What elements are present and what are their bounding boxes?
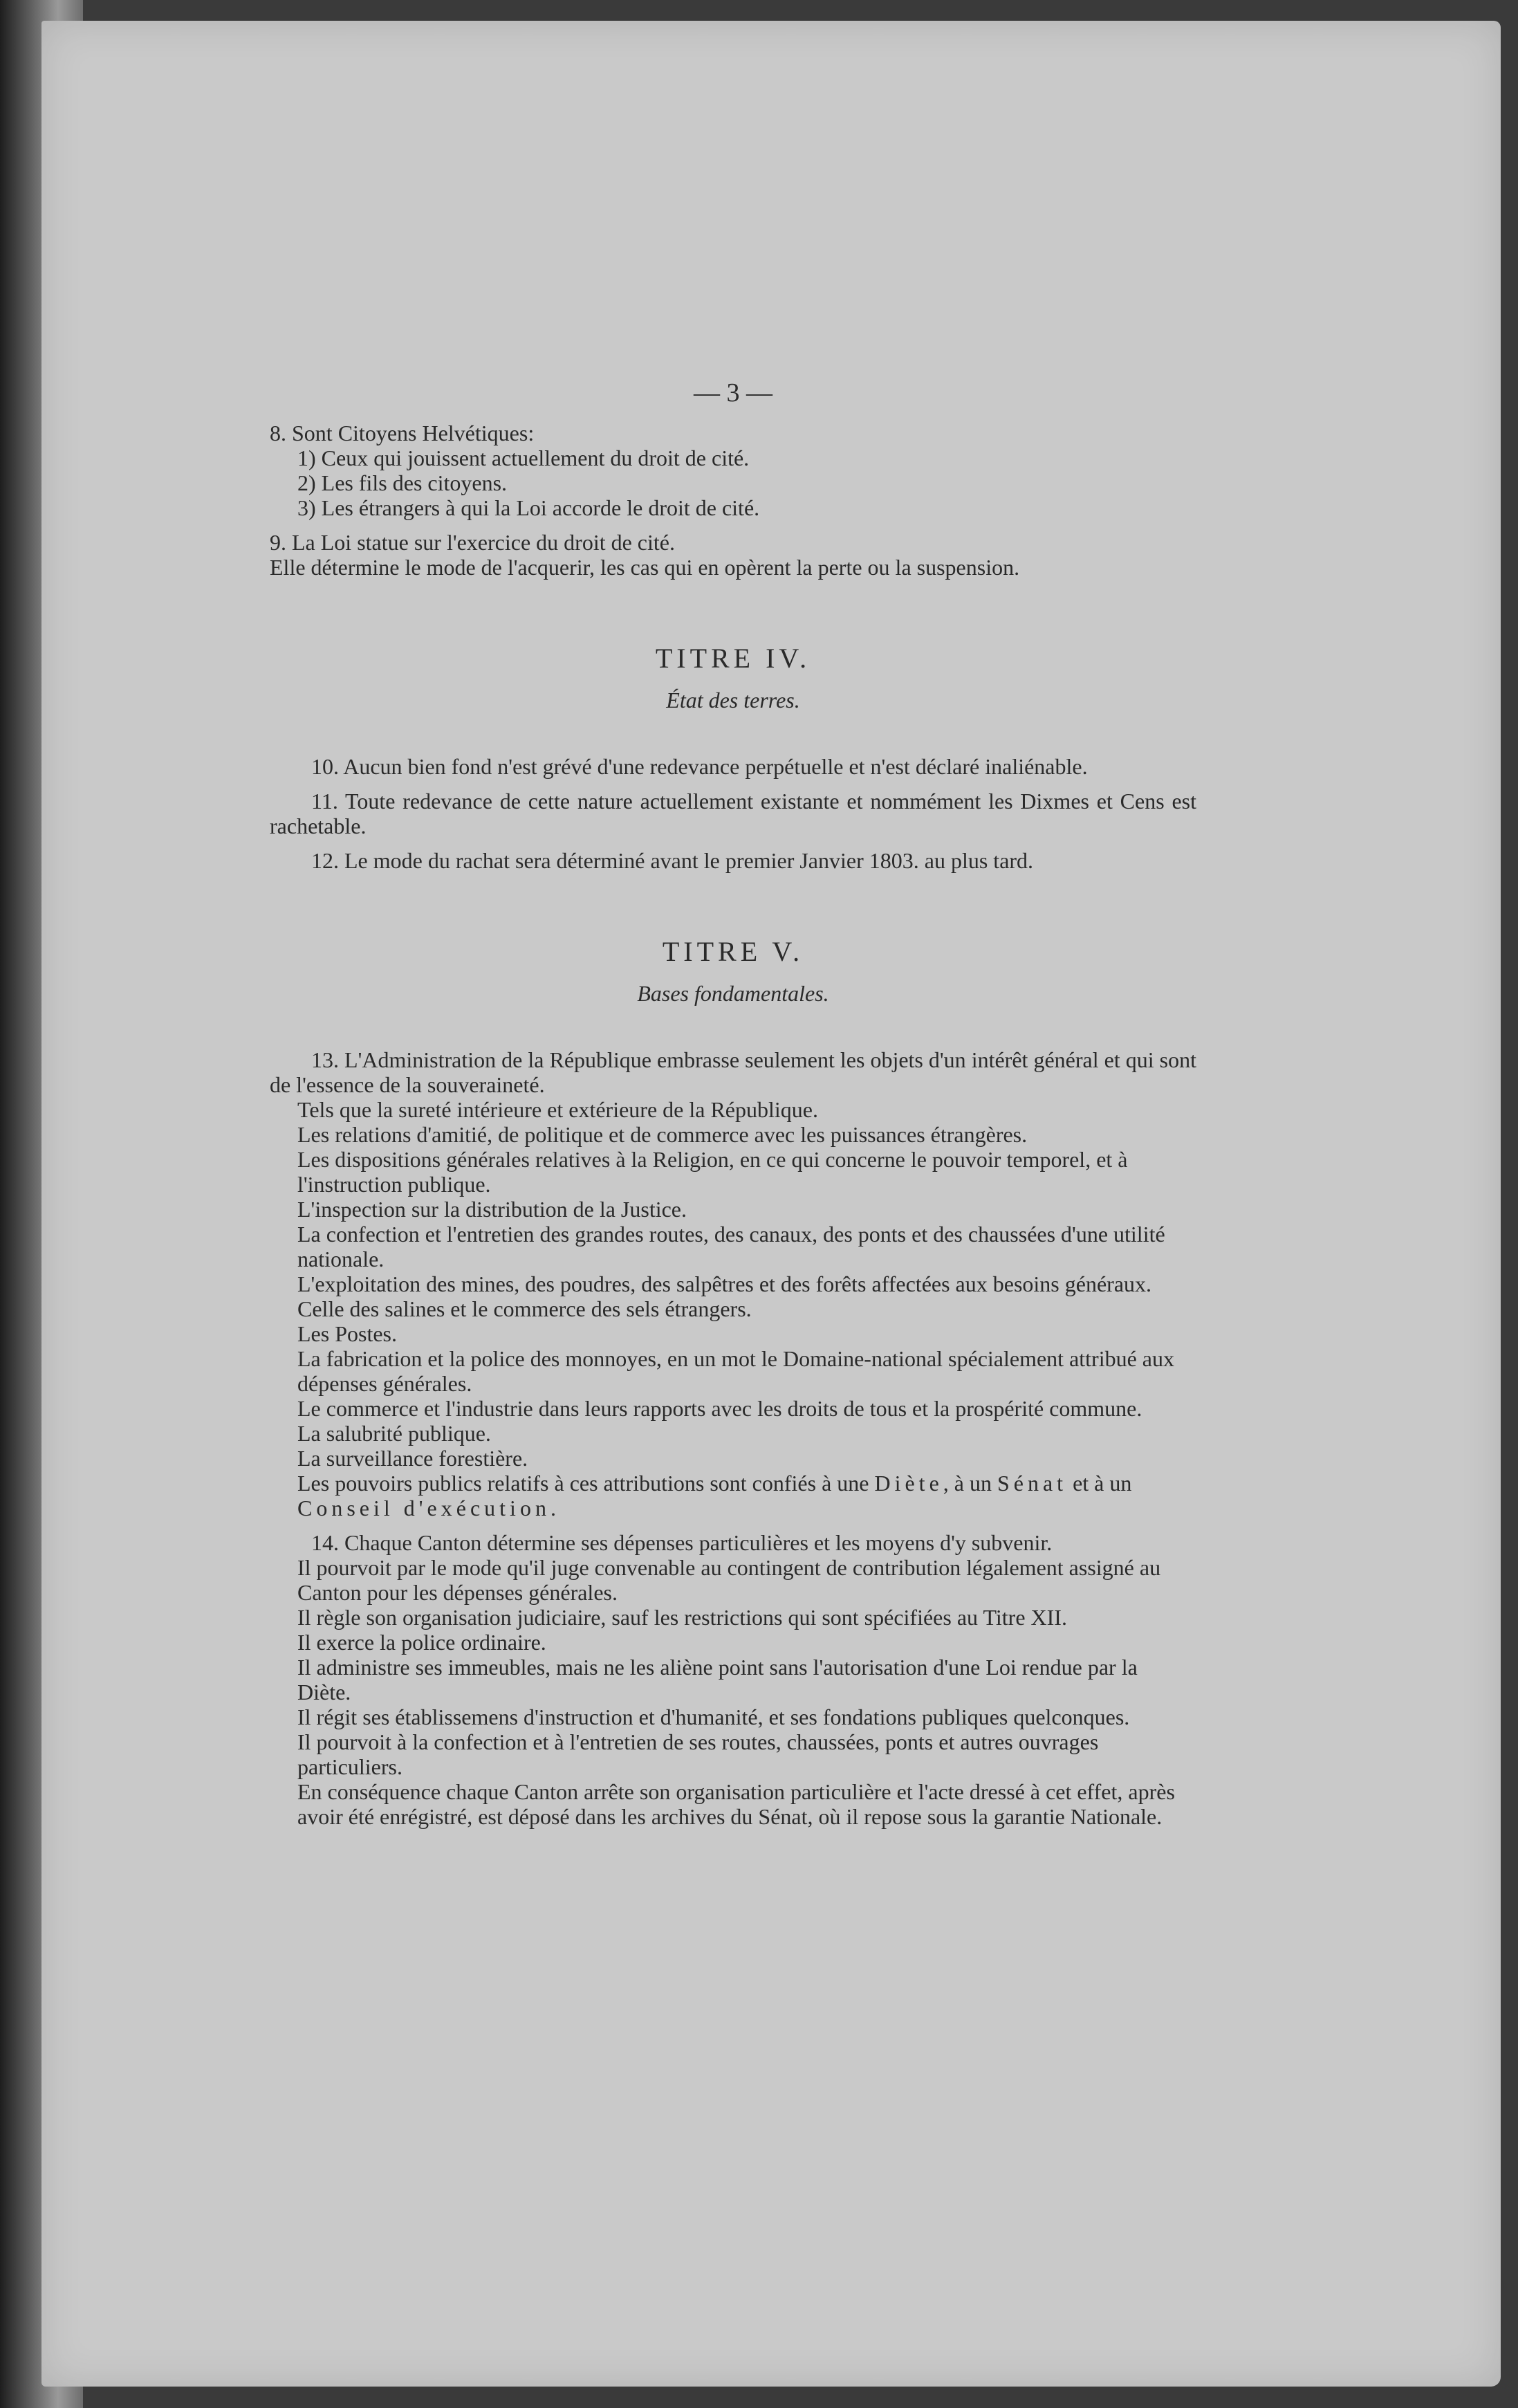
article-12: 12. Le mode du rachat sera déterminé avant le premier Janvier 1803. au plus tard. — [311, 848, 1034, 873]
article-13-item: Le commerce et l'industrie dans leurs rapports avec les droits de tous et la prospérité commune. — [297, 1396, 1142, 1421]
article-11: 11. Toute redevance de cette nature actuellement existante et nommément les Dixmes et Cens est rachetable. — [270, 789, 1196, 838]
closing-text-d: . — [550, 1496, 556, 1520]
titre-iv-heading: TITRE IV. — [655, 643, 811, 674]
article-14-intro: 14. Chaque Canton détermine ses dépenses particulières et les moyens d'y subvenir. — [311, 1530, 1053, 1555]
article-13-item: Celle des salines et le commerce des sels étrangers. — [297, 1296, 752, 1321]
conseil-term: Conseil d'exécution — [297, 1496, 550, 1520]
article-13-item: La fabrication et la police des monnoyes, en un mot le Domaine-national spécialement attribué aux dépenses générales. — [297, 1346, 1174, 1396]
diete-term: Diète — [874, 1471, 943, 1496]
article-13-item: La salubrité publique. — [297, 1421, 491, 1446]
article-9-line-2: Elle détermine le mode de l'acquerir, les cas qui en opèrent la perte ou la suspension. — [270, 555, 1020, 580]
article-14-item: Il administre ses immeubles, mais ne les aliène point sans l'autorisation d'une Loi rendue par la Diète. — [297, 1655, 1138, 1704]
article-8-intro: 8. Sont Citoyens Helvétiques: — [270, 421, 535, 445]
article-8-item-1: 1) Ceux qui jouissent actuellement du droit de cité. — [297, 445, 750, 470]
article-10: 10. Aucun bien fond n'est grévé d'une redevance perpétuelle et n'est déclaré inaliénable. — [311, 754, 1088, 779]
article-14-item: Il pourvoit par le mode qu'il juge convenable au contingent de contribution légalement assigné au Canton pour les dépenses générales. — [297, 1555, 1161, 1605]
article-13-intro: 13. L'Administration de la République embrasse seulement les objets d'un intérêt général et qui sont de l'essence de la souveraineté. — [270, 1047, 1196, 1097]
article-8-item-2: 2) Les fils des citoyens. — [297, 470, 508, 495]
titre-iv-subtitle: État des terres. — [666, 688, 800, 713]
closing-text-c: et à un — [1067, 1471, 1132, 1496]
document-page — [41, 21, 1501, 2387]
article-14-item: Il règle son organisation judiciaire, sauf les restrictions qui sont spécifiées au Titre XII. — [297, 1605, 1067, 1630]
titre-v-subtitle: Bases fondamentales. — [637, 981, 829, 1006]
closing-text-a: Les pouvoirs publics relatifs à ces attributions sont confiés à une — [297, 1471, 875, 1496]
senat-term: Sénat — [997, 1471, 1068, 1496]
article-13-item: Tels que la sureté intérieure et extérieure de la République. — [297, 1097, 818, 1122]
article-14-item: Il exerce la police ordinaire. — [297, 1630, 546, 1655]
page-number: — 3 — — [694, 378, 772, 407]
article-13-closing — [270, 1471, 1196, 1520]
article-8-item-3: 3) Les étrangers à qui la Loi accorde le droit de cité. — [297, 495, 760, 520]
article-9-line-1: 9. La Loi statue sur l'exercice du droit de cité. — [270, 530, 675, 555]
article-13-item: Les relations d'amitié, de politique et de commerce avec les puissances étrangères. — [297, 1122, 1028, 1147]
article-13-item: La confection et l'entretien des grandes routes, des canaux, des ponts et des chaussées d'une utilité nationale. — [297, 1222, 1165, 1271]
article-13-item: La surveillance forestière. — [297, 1446, 528, 1471]
article-14-item: En conséquence chaque Canton arrête son organisation particulière et l'acte dressé à cet effet, après avoir été enrégistré, est déposé dans les archives du Sénat, où il repose sous la garantie Nationale. — [297, 1779, 1175, 1829]
article-13-item: Les dispositions générales relatives à la Religion, en ce qui concerne le pouvoir temporel, et à l'instruction publique. — [297, 1147, 1128, 1197]
article-14-item: Il régit ses établissemens d'instruction et d'humanité, et ses fondations publiques quelconques. — [297, 1704, 1130, 1729]
article-13-item: L'exploitation des mines, des poudres, des salpêtres et des forêts affectées aux besoins généraux. — [297, 1271, 1152, 1296]
titre-v-heading: TITRE V. — [662, 936, 804, 967]
article-13-item: L'inspection sur la distribution de la Justice. — [297, 1197, 687, 1222]
page-content — [270, 380, 1196, 1829]
article-14-item: Il pourvoit à la confection et à l'entretien de ses routes, chaussées, ponts et autres ouvrages particuliers. — [297, 1729, 1099, 1779]
closing-text-b: , à un — [943, 1471, 997, 1496]
article-13-item: Les Postes. — [297, 1321, 397, 1346]
